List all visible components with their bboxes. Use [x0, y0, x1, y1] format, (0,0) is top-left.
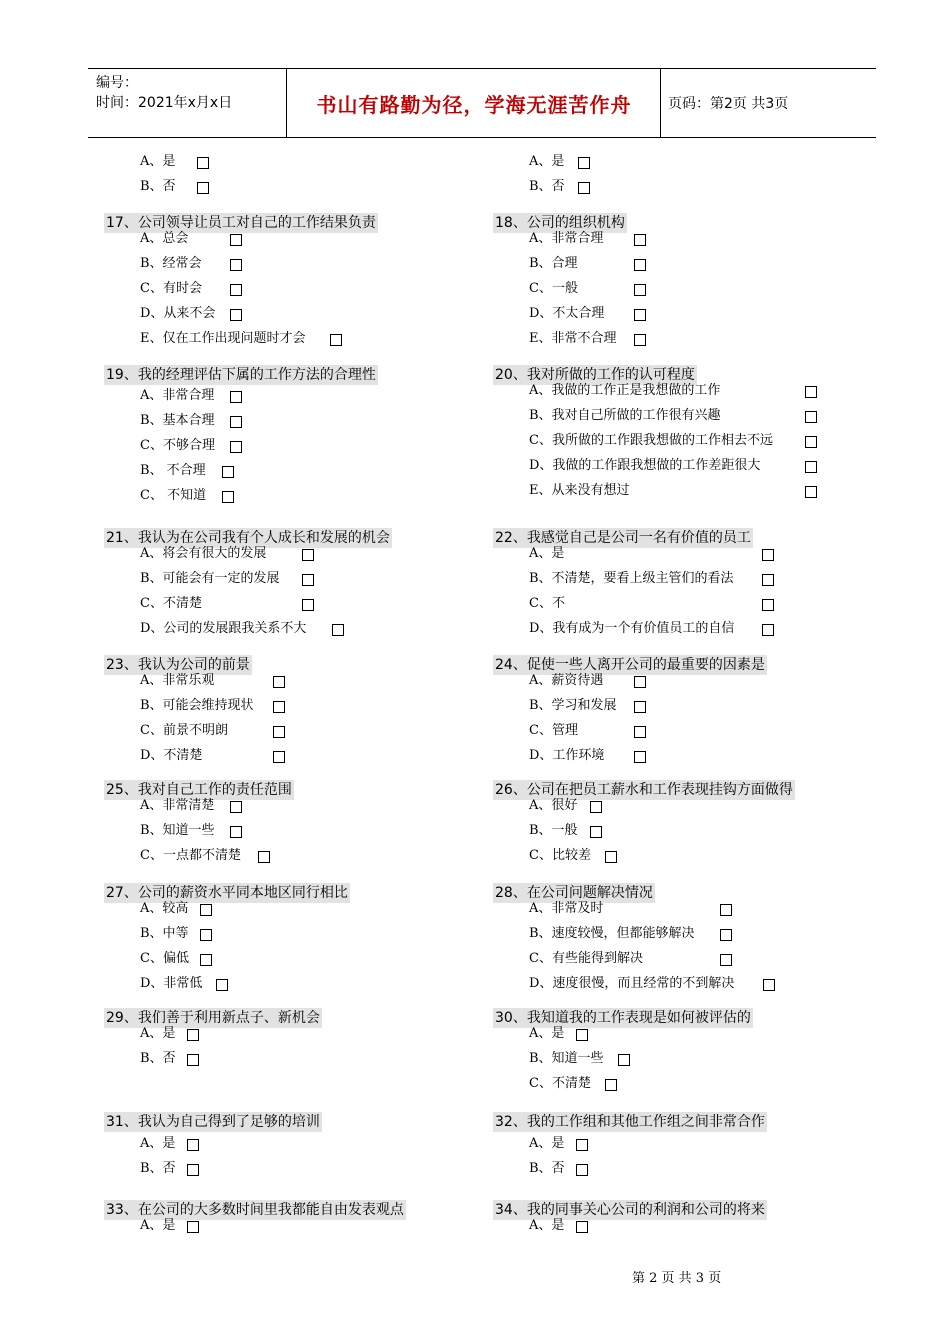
answer-option — [140, 386, 214, 406]
header-motto: 书山有路勤为径，学海无涯苦作舟 — [316, 93, 632, 117]
checkbox[interactable] — [200, 954, 212, 966]
answer-option — [140, 229, 188, 249]
checkbox[interactable] — [634, 676, 646, 688]
option-label: B、知道一些 — [140, 823, 215, 838]
checkbox[interactable] — [273, 726, 285, 738]
checkbox[interactable] — [618, 1054, 630, 1066]
question-title: 20、我对所做的工作的认可程度 — [495, 367, 695, 383]
answer-option — [140, 329, 306, 349]
checkbox[interactable] — [230, 309, 242, 321]
checkbox[interactable] — [762, 549, 774, 561]
checkbox[interactable] — [197, 182, 209, 194]
checkbox[interactable] — [590, 801, 602, 813]
answer-option — [529, 721, 578, 741]
page-footer: 第 2 页 共 3 页 — [632, 1271, 722, 1286]
page-header — [88, 68, 876, 138]
option-label: C、不 — [529, 596, 565, 611]
answer-option — [140, 486, 206, 506]
option-label: C、一点都不清楚 — [140, 848, 241, 863]
option-label: A、是 — [140, 1136, 176, 1151]
option-label: B、合理 — [529, 256, 578, 271]
option-label: B、一般 — [529, 823, 578, 838]
checkbox[interactable] — [605, 1079, 617, 1091]
option-label: B、 不合理 — [140, 463, 206, 478]
answer-option — [140, 1134, 175, 1154]
question-title: 34、我的同事关心公司的利润和公司的将来 — [495, 1202, 765, 1218]
option-label: B、可能会有一定的发展 — [140, 571, 280, 586]
option-label: C、有时会 — [140, 281, 202, 296]
checkbox[interactable] — [762, 574, 774, 586]
answer-option — [529, 1159, 565, 1179]
option-label: A、薪资待遇 — [529, 673, 604, 688]
checkbox[interactable] — [720, 929, 732, 941]
checkbox[interactable] — [805, 486, 817, 498]
option-label: D、非常低 — [140, 976, 203, 991]
question-title: 26、公司在把员工薪水和工作表现挂钩方面做得 — [495, 782, 793, 798]
checkbox[interactable] — [200, 929, 212, 941]
option-label: E、仅在工作出现问题时才会 — [140, 331, 306, 346]
checkbox[interactable] — [197, 157, 209, 169]
option-label: A、是 — [529, 154, 565, 169]
answer-option — [529, 1049, 604, 1069]
question-title: 17、公司领导让员工对自己的工作结果负责 — [106, 215, 376, 231]
checkbox[interactable] — [576, 1164, 588, 1176]
answer-option — [140, 746, 202, 766]
question-title: 27、公司的薪资水平同本地区同行相比 — [106, 885, 348, 901]
checkbox[interactable] — [230, 826, 242, 838]
answer-option — [529, 1074, 591, 1094]
option-label: A、很好 — [529, 798, 578, 813]
answer-option — [140, 461, 206, 481]
checkbox[interactable] — [230, 234, 242, 246]
answer-option — [529, 796, 577, 816]
question-title: 33、在公司的大多数时间里我都能自由发表观点 — [106, 1202, 404, 1218]
checkbox[interactable] — [634, 726, 646, 738]
question-title: 25、我对自己工作的责任范围 — [106, 782, 292, 798]
checkbox[interactable] — [763, 979, 775, 991]
checkbox[interactable] — [634, 284, 646, 296]
checkbox[interactable] — [187, 1139, 199, 1151]
answer-option — [529, 671, 603, 691]
question-title: 32、我的工作组和其他工作组之间非常合作 — [495, 1114, 765, 1130]
answer-option — [529, 544, 564, 564]
answer-option — [140, 899, 188, 919]
code-label: 编号： — [96, 75, 138, 91]
option-label: A、非常乐观 — [140, 673, 215, 688]
option-label: B、否 — [140, 1161, 176, 1176]
option-label: A、非常及时 — [529, 901, 604, 916]
answer-option — [140, 544, 266, 564]
date-label: 时间：2021年x月x日 — [96, 95, 233, 111]
checkbox[interactable] — [762, 624, 774, 636]
option-label: D、不清楚 — [140, 748, 203, 763]
checkbox[interactable] — [332, 624, 344, 636]
question-title: 28、在公司问题解决情况 — [495, 885, 653, 901]
answer-option — [529, 329, 617, 349]
option-label: E、非常不合理 — [529, 331, 617, 346]
checkbox[interactable] — [187, 1029, 199, 1041]
option-label: B、速度较慢，但都能够解决 — [529, 926, 695, 941]
option-label: B、中等 — [140, 926, 189, 941]
answer-option — [140, 436, 215, 456]
option-label: A、是 — [529, 1026, 565, 1041]
question-title: 31、我认为自己得到了足够的培训 — [106, 1114, 320, 1130]
answer-option — [529, 899, 603, 919]
question-title: 22、我感觉自己是公司一名有价值的员工 — [495, 530, 751, 546]
option-label: D、工作环境 — [529, 748, 605, 763]
checkbox[interactable] — [273, 676, 285, 688]
answer-option — [140, 796, 214, 816]
option-label: D、我有成为一个有价值员工的自信 — [529, 621, 735, 636]
option-label: A、较高 — [140, 901, 189, 916]
option-label: A、非常合理 — [529, 231, 604, 246]
checkbox[interactable] — [576, 1139, 588, 1151]
answer-option — [140, 619, 306, 639]
option-label: A、我做的工作正是我想做的工作 — [529, 383, 721, 398]
checkbox[interactable] — [576, 1029, 588, 1041]
checkbox[interactable] — [634, 309, 646, 321]
checkbox[interactable] — [578, 182, 590, 194]
answer-option — [529, 821, 578, 841]
answer-option — [529, 1024, 564, 1044]
answer-option — [529, 846, 591, 866]
answer-option — [529, 177, 565, 197]
option-label: B、否 — [529, 179, 565, 194]
option-label: A、是 — [140, 1026, 176, 1041]
answer-option — [140, 304, 215, 324]
checkbox[interactable] — [578, 157, 590, 169]
page-number-label: 页码：第2页 共3页 — [668, 96, 789, 112]
checkbox[interactable] — [720, 904, 732, 916]
question-title: 30、我知道我的工作表现是如何被评估的 — [495, 1010, 751, 1026]
answer-option — [140, 152, 175, 172]
option-label: B、知道一些 — [529, 1051, 604, 1066]
option-label: D、从来不会 — [140, 306, 216, 321]
answer-option — [140, 924, 189, 944]
answer-option — [140, 1024, 175, 1044]
checkbox[interactable] — [634, 751, 646, 763]
checkbox[interactable] — [576, 1221, 588, 1233]
answer-option — [140, 1159, 176, 1179]
answer-option — [140, 411, 215, 431]
option-label: C、偏低 — [140, 951, 189, 966]
option-label: C、不清楚 — [140, 596, 202, 611]
option-label: B、否 — [529, 1161, 565, 1176]
option-label: B、不清楚，要看上级主管们的看法 — [529, 571, 734, 586]
option-label: B、否 — [140, 179, 176, 194]
checkbox[interactable] — [222, 466, 234, 478]
checkbox[interactable] — [634, 701, 646, 713]
checkbox[interactable] — [605, 851, 617, 863]
checkbox[interactable] — [230, 801, 242, 813]
header-info — [96, 73, 232, 113]
answer-option — [529, 924, 695, 944]
answer-option — [529, 381, 720, 401]
answer-option — [529, 949, 643, 969]
checkbox[interactable] — [634, 234, 646, 246]
checkbox[interactable] — [805, 461, 817, 473]
answer-option — [529, 431, 773, 451]
answer-option — [529, 619, 734, 639]
header-divider — [286, 69, 287, 137]
option-label: D、速度很慢，而且经常的不到解决 — [529, 976, 735, 991]
option-label: D、不太合理 — [529, 306, 605, 321]
answer-option — [529, 746, 604, 766]
option-label: C、前景不明朗 — [140, 723, 228, 738]
answer-option — [529, 152, 564, 172]
option-label: B、可能会维持现状 — [140, 698, 254, 713]
checkbox[interactable] — [187, 1221, 199, 1233]
option-label: A、是 — [529, 546, 565, 561]
checkbox[interactable] — [302, 599, 314, 611]
answer-option — [529, 279, 578, 299]
answer-option — [529, 1134, 564, 1154]
answer-option — [140, 671, 214, 691]
option-label: E、从来没有想过 — [529, 483, 630, 498]
checkbox[interactable] — [762, 599, 774, 611]
checkbox[interactable] — [222, 491, 234, 503]
answer-option — [529, 456, 760, 476]
option-label: C、 不知道 — [140, 488, 207, 503]
checkbox[interactable] — [634, 259, 646, 271]
checkbox[interactable] — [258, 851, 270, 863]
answer-option — [529, 304, 604, 324]
question-title: 18、公司的组织机构 — [495, 215, 625, 231]
checkbox[interactable] — [187, 1054, 199, 1066]
answer-option — [140, 594, 202, 614]
option-label: A、是 — [529, 1136, 565, 1151]
answer-option — [140, 1216, 175, 1236]
option-label: A、将会有很大的发展 — [140, 546, 267, 561]
header-divider — [660, 69, 661, 137]
option-label: A、总会 — [140, 231, 189, 246]
option-label: A、是 — [140, 154, 176, 169]
option-label: D、公司的发展跟我关系不大 — [140, 621, 307, 636]
checkbox[interactable] — [230, 391, 242, 403]
checkbox[interactable] — [230, 416, 242, 428]
question-title: 21、我认为在公司我有个人成长和发展的机会 — [106, 530, 390, 546]
checkbox[interactable] — [187, 1164, 199, 1176]
answer-option — [529, 406, 721, 426]
question-title: 29、我们善于利用新点子、新机会 — [106, 1010, 320, 1026]
checkbox[interactable] — [805, 411, 817, 423]
option-label: C、一般 — [529, 281, 578, 296]
option-label: A、非常合理 — [140, 388, 215, 403]
option-label: B、学习和发展 — [529, 698, 617, 713]
option-label: A、是 — [529, 1218, 565, 1233]
question-title: 19、我的经理评估下属的工作方法的合理性 — [106, 367, 376, 383]
answer-option — [529, 229, 603, 249]
answer-option — [140, 846, 241, 866]
answer-option — [529, 254, 578, 274]
checkbox[interactable] — [230, 441, 242, 453]
answer-option — [140, 1049, 176, 1069]
answer-option — [529, 481, 630, 501]
answer-option — [140, 721, 228, 741]
answer-option — [140, 569, 280, 589]
answer-option — [140, 254, 202, 274]
checkbox[interactable] — [273, 701, 285, 713]
checkbox[interactable] — [273, 751, 285, 763]
option-label: C、不够合理 — [140, 438, 215, 453]
checkbox[interactable] — [230, 259, 242, 271]
option-label: C、我所做的工作跟我想做的工作相去不远 — [529, 433, 773, 448]
option-label: A、非常清楚 — [140, 798, 215, 813]
answer-option — [529, 974, 734, 994]
question-title: 24、促使一些人离开公司的最重要的因素是 — [495, 657, 765, 673]
checkbox[interactable] — [302, 574, 314, 586]
checkbox[interactable] — [720, 954, 732, 966]
checkbox[interactable] — [302, 549, 314, 561]
checkbox[interactable] — [330, 334, 342, 346]
answer-option — [529, 569, 734, 589]
answer-option — [140, 279, 202, 299]
option-label: D、我做的工作跟我想做的工作差距很大 — [529, 458, 761, 473]
option-label: B、基本合理 — [140, 413, 215, 428]
answer-option — [140, 696, 254, 716]
checkbox[interactable] — [200, 904, 212, 916]
question-title: 23、我认为公司的前景 — [106, 657, 250, 673]
option-label: C、比较差 — [529, 848, 591, 863]
option-label: C、不清楚 — [529, 1076, 591, 1091]
option-label: C、管理 — [529, 723, 578, 738]
option-label: C、有些能得到解决 — [529, 951, 643, 966]
checkbox[interactable] — [230, 284, 242, 296]
option-label: B、否 — [140, 1051, 176, 1066]
checkbox[interactable] — [590, 826, 602, 838]
option-label: B、经常会 — [140, 256, 202, 271]
answer-option — [140, 821, 215, 841]
checkbox[interactable] — [805, 386, 817, 398]
answer-option — [140, 949, 189, 969]
answer-option — [529, 696, 617, 716]
answer-option — [140, 177, 176, 197]
answer-option — [529, 1216, 564, 1236]
checkbox[interactable] — [634, 334, 646, 346]
option-label: A、是 — [140, 1218, 176, 1233]
checkbox[interactable] — [216, 979, 228, 991]
answer-option — [140, 974, 202, 994]
option-label: B、我对自己所做的工作很有兴趣 — [529, 408, 721, 423]
checkbox[interactable] — [805, 436, 817, 448]
answer-option — [529, 594, 565, 614]
